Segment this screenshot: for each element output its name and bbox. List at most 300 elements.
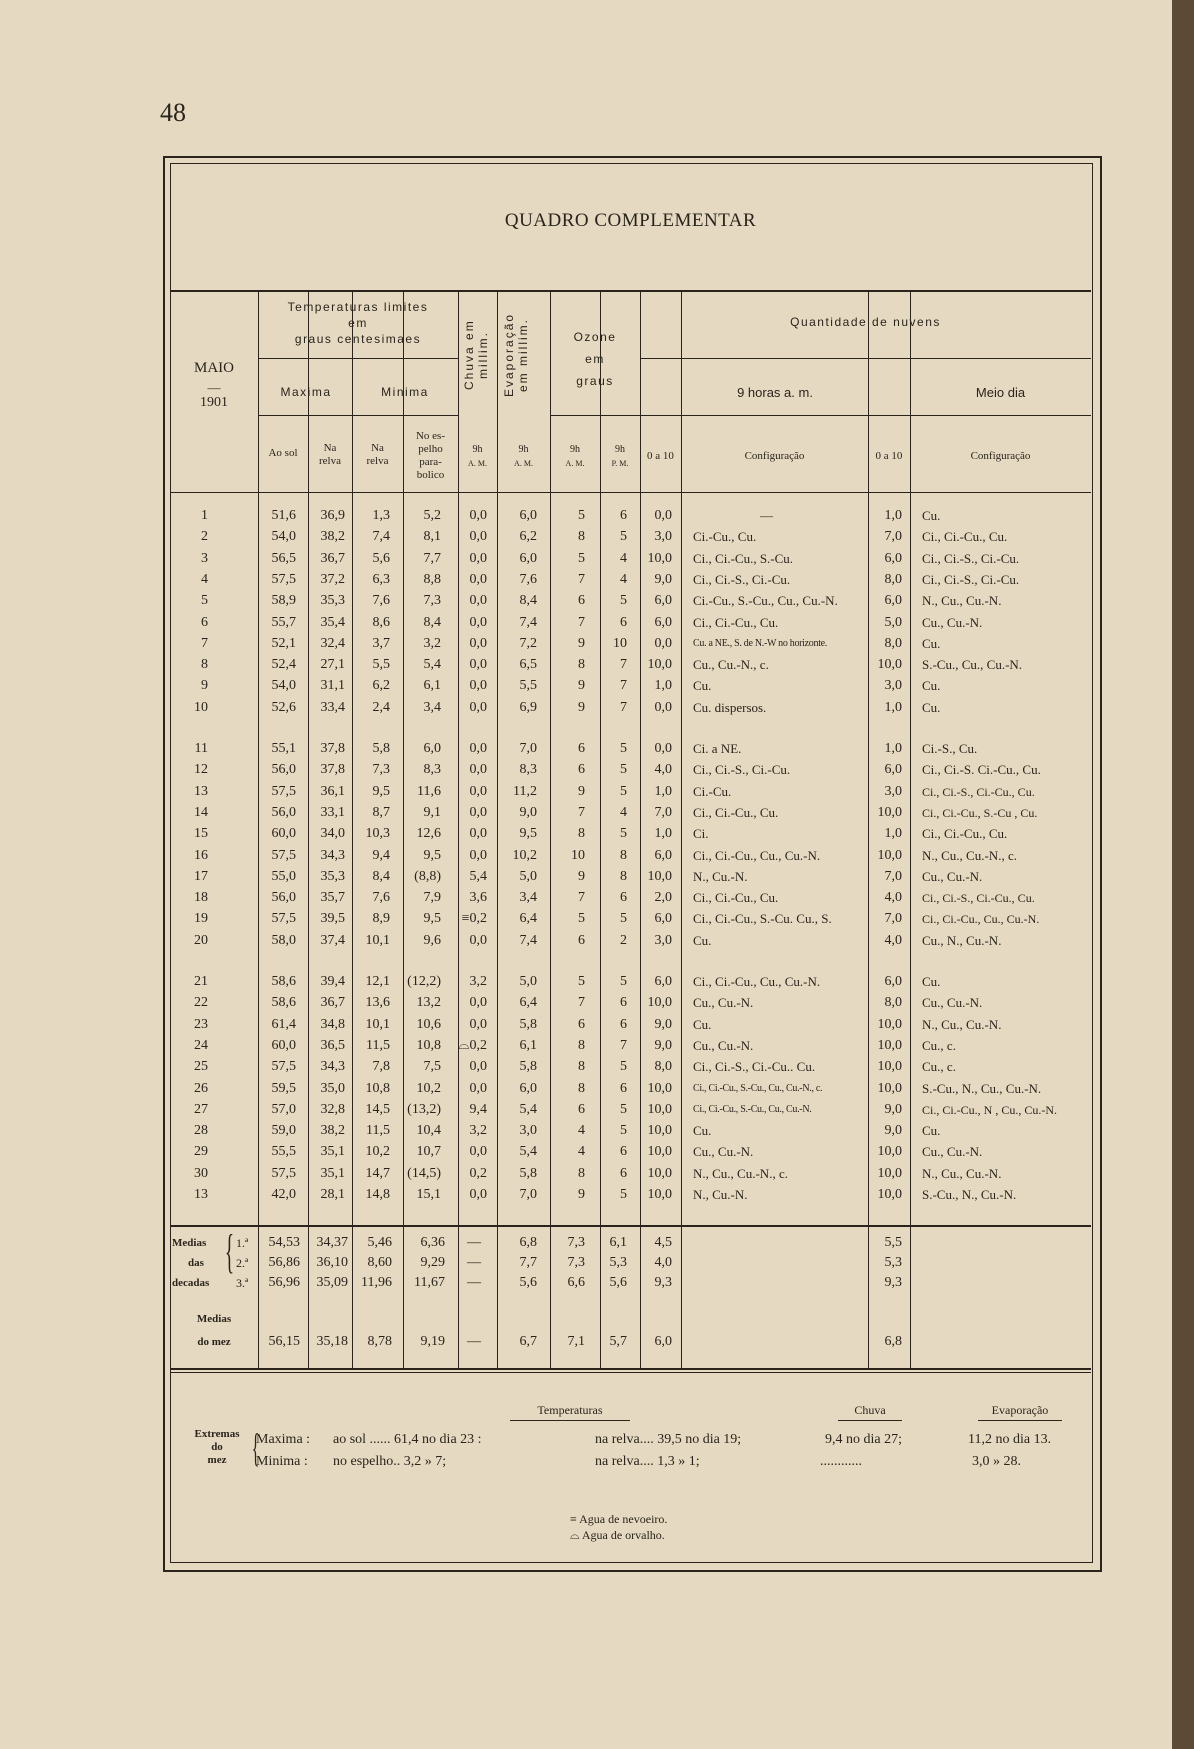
extremas-min-espelho: no espelho.. 3,2 » 7;	[333, 1454, 447, 1469]
espelho-value: 12,6	[416, 826, 441, 842]
config-md-value: Ci., Ci.-Cu., S.-Cu , Cu.	[922, 805, 1038, 820]
day-number: 28	[194, 1123, 208, 1139]
relva-max-value: 35,1	[320, 1165, 345, 1181]
temperaturas-header: em	[348, 316, 368, 330]
chuva-value: 0,0	[469, 550, 487, 566]
relva-min-value: 2,4	[372, 699, 390, 715]
extremas-max-sol: ao sol ...... 61,4 no dia 23 :	[333, 1432, 482, 1447]
relva-min-value: 8,7	[372, 804, 390, 820]
evaporacao-value: 9,5	[519, 826, 537, 842]
evaporacao-value: 5,0	[519, 868, 537, 884]
espelho-value: 11,6	[417, 783, 441, 799]
relva-min-value: 14,5	[365, 1101, 390, 1117]
ozone-pm-value: 7	[620, 678, 627, 694]
medias-bottom-rule	[170, 1368, 1091, 1370]
ozone-pm-value: 5	[620, 826, 627, 842]
extremas-min-chuva: ............	[820, 1454, 862, 1469]
ozone-pm-header: 9h	[615, 444, 625, 455]
nuvens-9h-value: 0,0	[654, 508, 672, 523]
relva-max-value: 34,3	[320, 1059, 345, 1075]
evaporacao-value: 6,4	[519, 995, 537, 1011]
extremas-evap-header: Evaporação	[991, 1403, 1049, 1417]
config-9h-value: Ci., Ci.-S., Ci.-Cu.. Cu.	[693, 1059, 816, 1075]
relva-min-value: 13,6	[365, 995, 390, 1011]
relva-min-value: 14,8	[365, 1187, 390, 1202]
day-number: 19	[194, 911, 208, 927]
evaporacao-value: 6,0	[519, 508, 537, 523]
relva-max-value: 31,1	[320, 678, 345, 694]
config-9h-value: Ci., Ci.-Cu., S.-Cu. Cu., S.	[693, 911, 832, 927]
ozone-am-value: 7	[578, 890, 585, 906]
day-number: 12	[194, 762, 208, 778]
chuva-value: 5,4	[469, 868, 487, 884]
decade-mean-value: 5,5	[884, 1235, 902, 1250]
espelho-header: para-	[419, 456, 442, 468]
ao-sol-value: 60,0	[271, 826, 296, 842]
relva-max-value: 36,7	[320, 550, 345, 566]
espelho-value: 3,2	[423, 635, 441, 651]
ao-sol-value: 55,5	[271, 1144, 296, 1160]
chuva-value: 0,0	[469, 593, 487, 609]
minima-header: Minima	[381, 385, 429, 399]
nuvens-9h-value: 6,0	[654, 593, 672, 609]
nuvens-9h-value: 10,0	[647, 1144, 672, 1160]
legend-item: ≡ Agua de nevoeiro.	[570, 1512, 668, 1526]
espelho-value: 10,6	[416, 1016, 441, 1032]
extremas-minima-label: Minima :	[256, 1454, 308, 1469]
espelho-value: 7,5	[423, 1059, 441, 1075]
decade-mean-value: 7,3	[567, 1255, 585, 1270]
ao-sol-value: 59,5	[271, 1080, 296, 1096]
ozone-pm-value: 7	[620, 1037, 627, 1053]
relva-max-value: 34,0	[320, 826, 345, 842]
chuva-value: 3,2	[469, 974, 487, 989]
nuvens-md-value: 10,0	[877, 657, 902, 673]
decade-mean-value: 6,1	[609, 1235, 627, 1250]
relva-min-value: 7,3	[372, 762, 390, 778]
nuvens-9h-value: 1,0	[654, 826, 672, 842]
chuva-value: 0,0	[469, 1016, 487, 1032]
ozone-am-value: 6	[578, 741, 585, 756]
decade-mean-value: 11,96	[361, 1275, 392, 1290]
config-md-value: N., Cu., Cu.-N.	[922, 593, 1002, 609]
espelho-value: (13,2)	[407, 1101, 441, 1117]
config-md-value: Cu., Cu.-N.	[922, 995, 983, 1011]
nove-horas-header: 9 horas a. m.	[737, 385, 813, 400]
medias-label: das	[188, 1257, 204, 1269]
extremas-temp-rule	[510, 1420, 630, 1421]
ozone-pm-value: 5	[620, 741, 627, 756]
espelho-value: 3,4	[423, 699, 441, 715]
day-number: 1	[201, 508, 208, 523]
ozone-pm-value: 4	[620, 804, 627, 820]
relva-max-value: 37,8	[320, 762, 345, 778]
ozone-pm-value: 5	[620, 911, 627, 927]
config-9h-value: Cu. a NE., S. de N.-W no horizonte.	[693, 637, 828, 649]
ao-sol-value: 55,7	[271, 614, 296, 630]
extremas-chuva-header: Chuva	[854, 1403, 886, 1417]
decade-brace: {	[224, 1225, 235, 1278]
day-number: 26	[194, 1080, 208, 1096]
ozone-pm-value: 5	[620, 974, 627, 989]
config-md-value: Cu.	[922, 974, 941, 989]
nuvens-md-value: 10,0	[877, 804, 902, 820]
config-md-value: Ci., Ci.-Cu., Cu.	[922, 529, 1008, 545]
ao-sol-value: 52,4	[271, 657, 296, 673]
nuvens-md-value: 10,0	[877, 1165, 902, 1181]
nuvens-md-value: 10,0	[877, 1059, 902, 1075]
ao-sol-value: 58,6	[271, 995, 296, 1011]
evaporacao-value: 8,3	[519, 762, 537, 778]
ozone-am-value: 9	[578, 635, 585, 651]
config-md-value: Ci., Ci.-S., Ci.-Cu., Cu.	[922, 891, 1035, 906]
maxima-header: Maxima	[280, 385, 332, 399]
relva-max-value: 35,0	[320, 1080, 345, 1096]
relva-min-value: 7,6	[372, 593, 390, 609]
medias-mez-label: Medias	[196, 1313, 232, 1325]
nuvens-9h-value: 2,0	[654, 890, 672, 906]
evaporacao-value: 8,4	[519, 593, 537, 609]
espelho-value: 10,2	[416, 1080, 441, 1096]
ozone-pm-value: 7	[620, 699, 627, 715]
decade-mean-value: 5,3	[884, 1255, 902, 1270]
chuva-value: 0,0	[469, 995, 487, 1011]
ao-sol-value: 59,0	[271, 1123, 296, 1139]
day-number: 10	[194, 699, 208, 715]
nuvens-9h-value: 9,0	[654, 571, 672, 587]
nuvens-md-value: 6,0	[884, 762, 902, 778]
config-9h-value: N., Cu.-N.	[693, 868, 748, 884]
ozone-pm-value: 6	[620, 614, 627, 630]
relva-max-value: 36,9	[320, 508, 345, 523]
decade-mean-value: 7,3	[567, 1235, 585, 1250]
nuvens-md-value: 8,0	[884, 571, 902, 587]
relva-min-value: 5,8	[372, 741, 390, 756]
month-mean-value: 56,15	[268, 1334, 300, 1349]
espelho-value: 7,7	[423, 550, 441, 566]
relva-max-value: 28,1	[320, 1187, 345, 1202]
nuvens-md-value: 10,0	[877, 847, 902, 863]
ozone-pm-value: 6	[620, 1080, 627, 1096]
ozone-header: em	[585, 352, 605, 366]
relva-max-value: 35,3	[320, 868, 345, 884]
evaporacao-value: 5,0	[519, 974, 537, 989]
nuvens-md-value: 6,0	[884, 974, 902, 989]
ao-sol-value: 57,5	[271, 911, 296, 927]
ozone-am-value: 7	[578, 804, 585, 820]
ozone-am-value: 9	[578, 678, 585, 694]
config-md-value: S.-Cu., N., Cu.-N.	[922, 1187, 1017, 1202]
config-md-value: S.-Cu., N., Cu., Cu.-N.	[922, 1080, 1042, 1096]
espelho-value: 8,4	[423, 614, 441, 630]
ozone-am-value: 9	[578, 1187, 585, 1202]
decade-mean-value: 5,6	[609, 1275, 627, 1290]
relva-min-value: 9,4	[372, 847, 390, 863]
ozone-am-value: 9	[578, 699, 585, 715]
relva-min-value: 7,4	[372, 529, 390, 545]
decade-mean-value: 6,8	[519, 1235, 537, 1250]
chuva-value: 9,4	[469, 1101, 487, 1117]
ozone-am-value: 9	[578, 868, 585, 884]
nuvens-subhead-rule	[640, 358, 1091, 359]
evaporacao-value: 11,2	[513, 783, 537, 799]
ao-sol-value: 52,6	[271, 699, 296, 715]
config-md-value: N., Cu., Cu.-N., c.	[922, 847, 1017, 863]
relva-max-value: 37,8	[320, 741, 345, 756]
espelho-value: 5,2	[423, 508, 441, 523]
config-md-value: Cu.	[922, 678, 941, 694]
ao-sol-value: 61,4	[271, 1016, 296, 1032]
day-number: 21	[194, 974, 208, 989]
nuvens-md-value: 1,0	[884, 508, 902, 523]
extremas-label: mez	[207, 1454, 227, 1466]
ao-sol-value: 56,0	[271, 890, 296, 906]
decade-mean-value: 1.ª	[236, 1236, 249, 1250]
config-md-value: Cu., c.	[922, 1059, 956, 1075]
nuvens-md-value: 4,0	[884, 890, 902, 906]
config-9h-value: Ci., Ci.-S., Ci.-Cu.	[693, 571, 791, 587]
decade-mean-value: 5,6	[519, 1275, 537, 1290]
evap-hour-header: A. M.	[514, 459, 533, 468]
temp-subhead-rule	[258, 358, 458, 359]
day-number: 24	[194, 1037, 208, 1053]
relva-min-value: 8,4	[372, 868, 390, 884]
relva-max-value: 36,5	[320, 1037, 345, 1053]
relva-max-value: 33,4	[320, 699, 345, 715]
relva-min-value: 3,7	[372, 635, 390, 651]
config-9h-value: Ci., Ci.-Cu., Cu.	[693, 804, 779, 820]
ozone-pm-value: 10	[613, 635, 627, 651]
day-number: 9	[201, 678, 208, 694]
nuvens-md-value: 10,0	[877, 1144, 902, 1160]
evaporacao-value: 6,5	[519, 657, 537, 673]
ozone-am-header: A. M.	[565, 459, 585, 468]
config-9h-value: Ci., Ci.-Cu., Cu.	[693, 614, 779, 630]
evaporacao-header: Evaporação em millim.	[502, 312, 530, 398]
day-number: 13	[194, 1187, 208, 1202]
day-number: 7	[201, 635, 208, 651]
decade-mean-value: 11,67	[414, 1275, 445, 1290]
evaporacao-value: 7,2	[519, 635, 537, 651]
month-mean-value: 35,18	[316, 1334, 348, 1349]
espelho-value: 10,7	[416, 1144, 441, 1160]
decade-mean-value: 9,3	[884, 1275, 902, 1290]
ozone-pm-value: 6	[620, 1165, 627, 1181]
medias-mez-label: do mez	[197, 1336, 231, 1348]
nuvens-md-value: 6,0	[884, 593, 902, 609]
nuvens-9h-value: 10,0	[647, 868, 672, 884]
chuva-value: 0,0	[469, 571, 487, 587]
nuvens-md-value: 7,0	[884, 868, 902, 884]
config-9h-value: Ci. a NE.	[693, 741, 742, 756]
scale-md-header: 0 a 10	[875, 450, 903, 462]
chuva-value: 3,6	[469, 890, 487, 906]
evaporacao-value: 6,2	[519, 529, 537, 545]
relva-max-value: 36,1	[320, 783, 345, 799]
nuvens-md-value: 10,0	[877, 1037, 902, 1053]
config-md-value: Cu., Cu.-N.	[922, 868, 983, 884]
evaporacao-value: 9,0	[519, 804, 537, 820]
nuvens-md-value: 3,0	[884, 678, 902, 694]
ao-sol-value: 54,0	[271, 529, 296, 545]
ozone-pm-value: 7	[620, 657, 627, 673]
config-9h-value: Ci., Ci.-S., Ci.-Cu.	[693, 762, 791, 778]
config-md-value: Ci., Ci.-Cu., Cu., Cu.-N.	[922, 912, 1040, 927]
nuvens-9h-value: 1,0	[654, 783, 672, 799]
month-mean-value: 6,8	[884, 1334, 902, 1349]
espelho-value: (14,5)	[407, 1165, 441, 1181]
ozone-am-value: 6	[578, 932, 585, 948]
config-md-value: Ci., Ci.-S., Ci.-Cu.	[922, 550, 1020, 566]
chuva-value: ⌓0,2	[458, 1037, 487, 1053]
config-md-value: Cu.	[922, 699, 941, 715]
config-9h-value: Cu.	[693, 1123, 712, 1139]
config-md-value: Cu., Cu.-N.	[922, 1144, 983, 1160]
ozone-header: Ozone	[573, 330, 617, 344]
evaporacao-value: 5,8	[519, 1016, 537, 1032]
ao-sol-value: 57,5	[271, 571, 296, 587]
config-9h-value: Cu., Cu.-N., c.	[693, 657, 769, 673]
nuvens-md-value: 3,0	[884, 783, 902, 799]
relva-max-value: 37,4	[320, 932, 345, 948]
ozone-am-value: 4	[578, 1144, 585, 1160]
day-number: 13	[194, 783, 208, 799]
config-9h-value: Cu. dispersos.	[693, 699, 767, 715]
ozone-pm-value: 5	[620, 1123, 627, 1139]
nuvens-9h-value: 9,0	[654, 1037, 672, 1053]
ozone-pm-value: 6	[620, 1144, 627, 1160]
config-9h-value: Ci., Ci.-Cu., S.-Cu.	[693, 550, 794, 566]
day-number: 2	[201, 529, 208, 545]
book-spine-edge	[1172, 0, 1194, 1749]
ao-sol-value: 57,5	[271, 847, 296, 863]
config-md-value: N., Cu., Cu.-N.	[922, 1165, 1002, 1181]
relva-max-value: 38,2	[320, 1123, 345, 1139]
espelho-value: 7,9	[423, 890, 441, 906]
evaporacao-value: 7,6	[519, 571, 537, 587]
espelho-value: 9,1	[423, 804, 441, 820]
relva-min-value: 10,3	[365, 826, 390, 842]
ozone-pm-value: 5	[620, 593, 627, 609]
ao-sol-value: 58,9	[271, 593, 296, 609]
chuva-hour-header: A. M.	[468, 459, 487, 468]
chuva-value: 0,0	[469, 1144, 487, 1160]
scale-9h-header: 0 a 10	[647, 450, 674, 462]
decade-mean-value: 4,0	[654, 1255, 672, 1270]
ozone-am-value: 8	[578, 657, 585, 673]
ozone-am-value: 8	[578, 1165, 585, 1181]
evaporacao-value: 7,4	[519, 614, 537, 630]
relva-min-value: 8,6	[372, 614, 390, 630]
decade-mean-value: 54,53	[268, 1235, 300, 1250]
ozone-pm-value: 4	[620, 550, 627, 566]
config-9h-value: Cu.	[693, 932, 712, 948]
ozone-am-header: 9h	[570, 444, 580, 455]
nuvens-md-value: 1,0	[884, 699, 902, 715]
ao-sol-value: 57,5	[271, 783, 296, 799]
nuvens-md-value: 5,0	[884, 614, 902, 630]
decade-mean-value: 9,29	[420, 1255, 445, 1270]
relva-max-value: 39,4	[320, 974, 345, 989]
espelho-value: 10,4	[416, 1123, 441, 1139]
ao-sol-value: 60,0	[271, 1037, 296, 1053]
config-9h-value: Ci., Ci.-Cu., S.-Cu., Cu., Cu.-N.	[693, 1103, 812, 1115]
config-9h-value: Cu.	[693, 1016, 712, 1032]
config-md-value: S.-Cu., Cu., Cu.-N.	[922, 657, 1023, 673]
relva-min-value: 7,6	[372, 890, 390, 906]
config-9h-value: Ci.	[693, 826, 709, 842]
relva-max-value: 32,4	[320, 635, 345, 651]
espelho-value: 9,5	[423, 911, 441, 927]
relva-max-value: 35,1	[320, 1144, 345, 1160]
relva-max-value: 27,1	[320, 657, 345, 673]
config-9h-value: Ci., Ci.-Cu., Cu., Cu.-N.	[693, 847, 821, 863]
ao-sol-value: 57,5	[271, 1059, 296, 1075]
evaporacao-value: 7,0	[519, 1187, 537, 1202]
espelho-value: 13,2	[416, 995, 441, 1011]
nuvens-md-value: 4,0	[884, 932, 902, 948]
chuva-value: 0,0	[469, 932, 487, 948]
extremas-brace: {	[251, 1425, 260, 1470]
espelho-value: 10,8	[416, 1037, 441, 1053]
day-number: 30	[194, 1165, 208, 1181]
config-9h-value: Cu., Cu.-N.	[693, 995, 754, 1011]
ozone-am-value: 8	[578, 1059, 585, 1075]
chuva-value: 0,0	[469, 783, 487, 799]
nuvens-9h-value: 3,0	[654, 932, 672, 948]
nuvens-header: Quantidade de nuvens	[790, 315, 941, 329]
ozone-am-value: 5	[578, 911, 585, 927]
decade-mean-value: 3.ª	[236, 1276, 249, 1290]
month-mean-value: 6,0	[654, 1334, 672, 1349]
espelho-value: 6,1	[423, 678, 441, 694]
evaporacao-value: 6,0	[519, 1080, 537, 1096]
ozone-pm-value: 6	[620, 508, 627, 523]
config-9h-value: Ci.-Cu.	[693, 783, 732, 799]
ozone-am-value: 5	[578, 974, 585, 989]
evaporacao-value: 6,0	[519, 550, 537, 566]
ozone-pm-value: 5	[620, 529, 627, 545]
ozone-pm-value: 5	[620, 1059, 627, 1075]
config-md-value: Cu.	[922, 1123, 941, 1139]
page-number: 48	[160, 98, 186, 127]
ozone-pm-value: 5	[620, 783, 627, 799]
extremas-temp-header: Temperaturas	[537, 1403, 603, 1417]
ozone-pm-value: 8	[620, 847, 627, 863]
ozone-pm-value: 6	[620, 995, 627, 1011]
evaporacao-value: 5,4	[519, 1101, 537, 1117]
config-9h-value: Cu., Cu.-N.	[693, 1037, 754, 1053]
relva-min-value: 10,2	[365, 1144, 390, 1160]
na-relva-max-header: relva	[319, 455, 341, 467]
decade-mean-value: 35,09	[316, 1275, 348, 1290]
config-9h-value: Cu.	[693, 678, 712, 694]
nuvens-md-value: 1,0	[884, 826, 902, 842]
ao-sol-value: 58,0	[271, 932, 296, 948]
config-md-value: Ci., Ci.-S. Ci.-Cu., Cu.	[922, 762, 1041, 778]
extremas-label: do	[211, 1441, 223, 1453]
chuva-value: 3,2	[469, 1123, 487, 1139]
nuvens-9h-value: 1,0	[654, 678, 672, 694]
config-9h-header: Configuração	[744, 450, 805, 462]
decade-mean-value: —	[467, 1235, 481, 1250]
ozone-am-value: 5	[578, 550, 585, 566]
legend-item: ⌓ Agua de orvalho.	[570, 1528, 665, 1542]
month-mean-value: —	[467, 1334, 481, 1349]
evaporacao-value: 6,1	[519, 1037, 537, 1053]
medias-label: decadas	[172, 1277, 210, 1289]
evaporacao-value: 7,0	[519, 741, 537, 756]
